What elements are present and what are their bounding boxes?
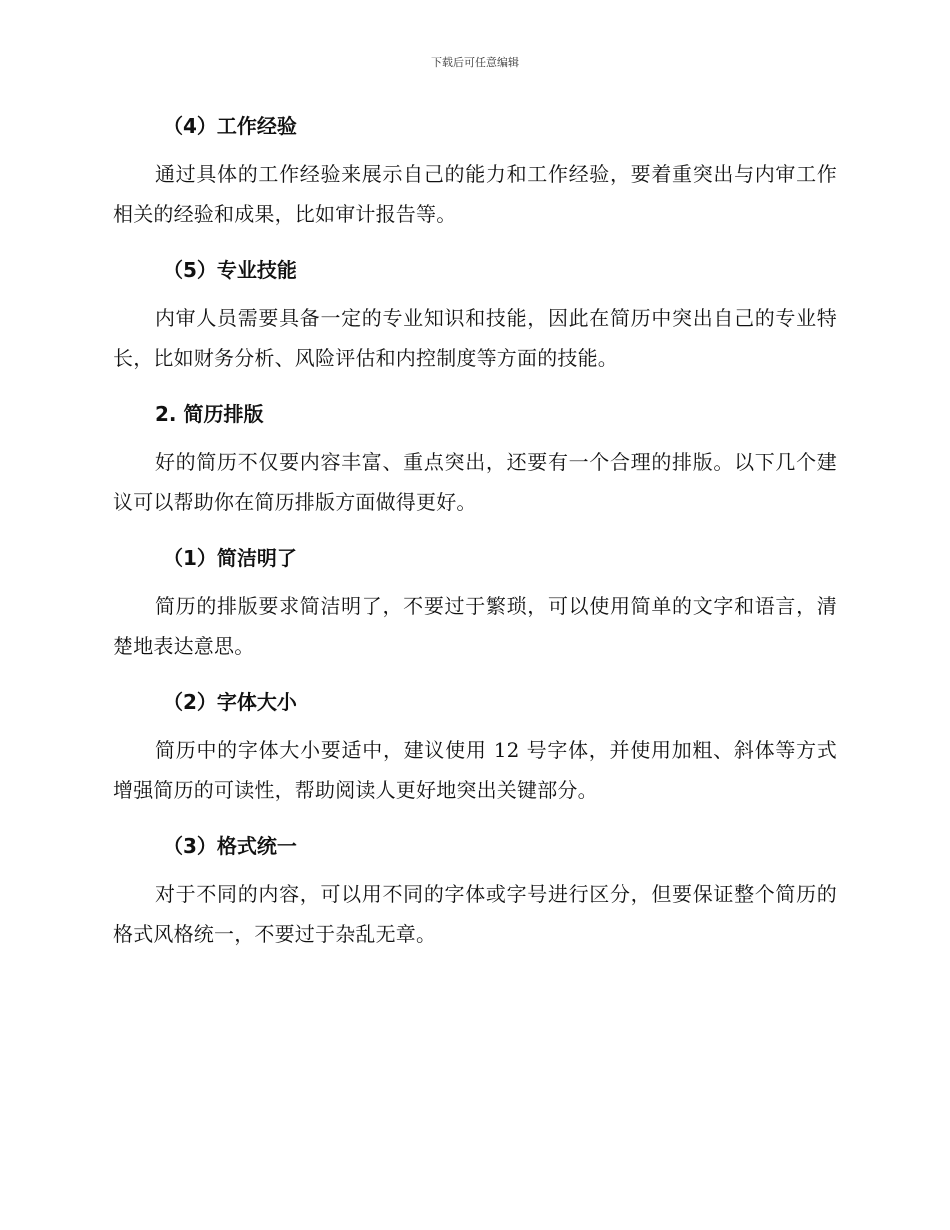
document-body	[113, 108, 837, 972]
paragraph-concise: 简历的排版要求简洁明了，不要过于繁琐，可以使用简单的文字和语言，清楚地表达意思。	[113, 594, 837, 658]
paragraph-font-size: 简历中的字体大小要适中，建议使用 12 号字体，并使用加粗、斜体等方式增强简历的可读性，帮助阅读人更好地突出关键部分。	[113, 738, 837, 802]
section-heading-concise: （1）简洁明了	[163, 546, 297, 570]
section-heading-uniform-format: （3）格式统一	[163, 834, 297, 858]
paragraph-uniform-format: 对于不同的内容，可以用不同的字体或字号进行区分，但要保证整个简历的格式风格统一，不要过于杂乱无章。	[113, 882, 837, 946]
paragraph-resume-layout: 好的简历不仅要内容丰富、重点突出，还要有一个合理的排版。以下几个建议可以帮助你在简历排版方面做得更好。	[113, 450, 837, 514]
section-heading-professional-skills: （5）专业技能	[163, 258, 297, 282]
page-header: 下载后可任意编辑	[431, 56, 519, 69]
section-heading-work-experience: （4）工作经验	[163, 114, 297, 138]
paragraph-work-experience: 通过具体的工作经验来展示自己的能力和工作经验，要着重突出与内审工作相关的经验和成果，比如审计报告等。	[113, 162, 837, 226]
paragraph-professional-skills: 内审人员需要具备一定的专业知识和技能，因此在简历中突出自己的专业特长，比如财务分析、风险评估和内控制度等方面的技能。	[113, 306, 837, 370]
section-heading-font-size: （2）字体大小	[163, 690, 297, 714]
section-heading-resume-layout: 2. 简历排版	[155, 402, 264, 426]
